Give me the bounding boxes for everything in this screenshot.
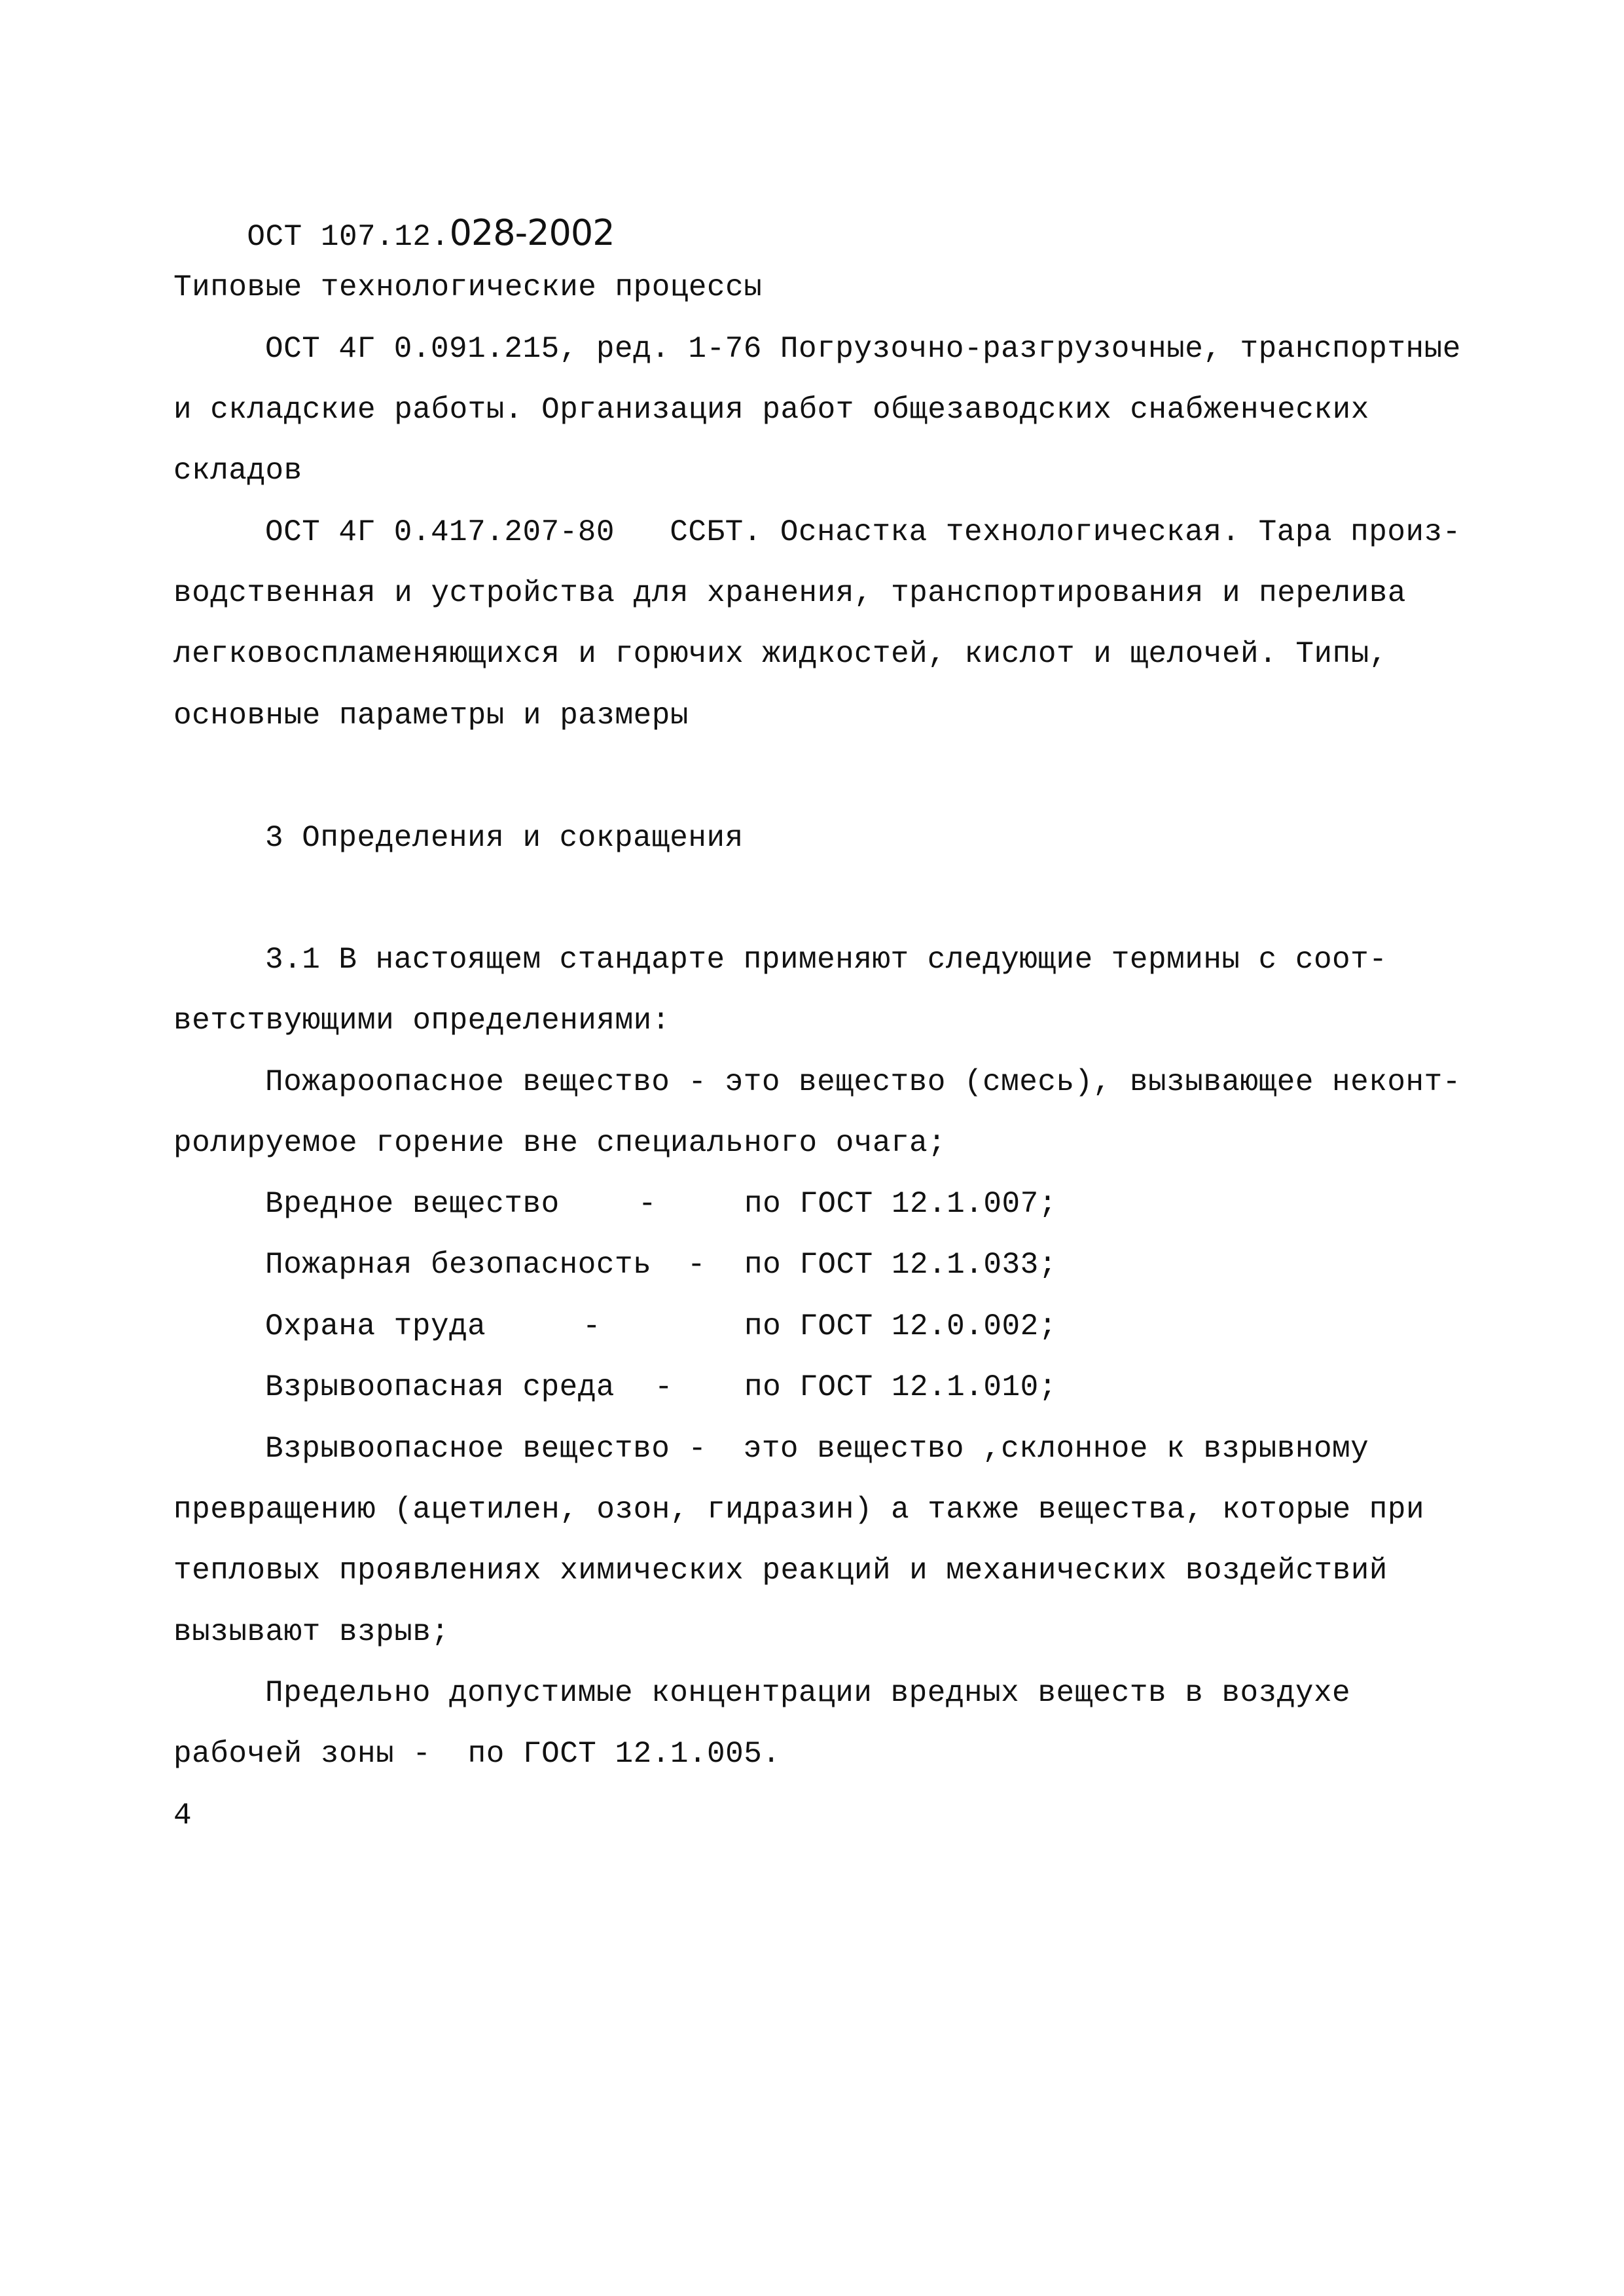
- term-labor-protection: Охрана труда: [265, 1309, 486, 1343]
- term-explosive-environment-dash: -: [655, 1370, 674, 1404]
- explosive-line-2: превращению (ацетилен, озон, гидразин) а также вещества, которые при: [173, 1493, 1425, 1527]
- page-number: 4: [173, 1798, 192, 1832]
- term-labor-protection-ref: по ГОСТ 12.0.002;: [744, 1309, 1057, 1343]
- term-labor-protection-dash: -: [583, 1309, 602, 1343]
- term-harmful-substance: Вредное вещество: [265, 1187, 560, 1221]
- term-fire-safety-dash: -: [687, 1248, 706, 1282]
- ref-2-line-1: ОСТ 4Г 0.417.207-80 ССБТ. Оснастка технологическая. Тара произ-: [265, 515, 1461, 549]
- fire-hazard-line-1: Пожароопасное вещество - это вещество (смесь), вызывающее неконт-: [265, 1065, 1461, 1099]
- mpc-line-2: рабочей зоны - по ГОСТ 12.1.005.: [173, 1737, 781, 1771]
- fire-hazard-line-2: ролируемое горение вне специального очага;: [173, 1126, 947, 1160]
- para-3-1-line-2: ветствующими определениями:: [173, 1004, 670, 1038]
- explosive-line-4: вызывают взрыв;: [173, 1615, 450, 1649]
- term-fire-safety: Пожарная безопасность: [265, 1248, 652, 1282]
- term-harmful-substance-ref: по ГОСТ 12.1.007;: [744, 1187, 1057, 1221]
- explosive-line-3: тепловых проявлениях химических реакций и механических воздействий: [173, 1554, 1388, 1588]
- ref-2-line-2: водственная и устройства для хранения, транспортирования и перелива: [173, 576, 1407, 610]
- header-prefix: ОСТ 107.12.: [247, 220, 450, 254]
- ref-2-line-4: основные параметры и размеры: [173, 699, 689, 733]
- section-3-title: 3 Определения и сокращения: [265, 821, 744, 855]
- mpc-line-1: Предельно допустимые концентрации вредных веществ в воздухе: [265, 1676, 1351, 1710]
- term-harmful-substance-dash: -: [638, 1187, 657, 1221]
- ref-2-line-3: легковоспламеняющихся и горючих жидкостей, кислот и щелочей. Типы,: [173, 637, 1388, 671]
- ref-1-line-2: и складские работы. Организация работ общезаводских снабженческих: [173, 393, 1369, 427]
- section-typical-processes: Типовые технологические процессы: [173, 270, 763, 304]
- para-3-1-line-1: 3.1 В настоящем стандарте применяют следующие термины с соот-: [265, 943, 1388, 977]
- term-fire-safety-ref: по ГОСТ 12.1.033;: [744, 1248, 1057, 1282]
- ref-1-line-3: складов: [173, 454, 302, 488]
- term-explosive-environment: Взрывоопасная среда: [265, 1370, 615, 1404]
- ref-1-line-1: ОСТ 4Г 0.091.215, ред. 1-76 Погрузочно-разгрузочные, транспортные: [265, 332, 1461, 366]
- explosive-line-1: Взрывоопасное вещество - это вещество ,склонное к взрывному: [265, 1432, 1369, 1466]
- header-number: 028-2002: [449, 212, 615, 253]
- term-explosive-environment-ref: по ГОСТ 12.1.010;: [744, 1370, 1057, 1404]
